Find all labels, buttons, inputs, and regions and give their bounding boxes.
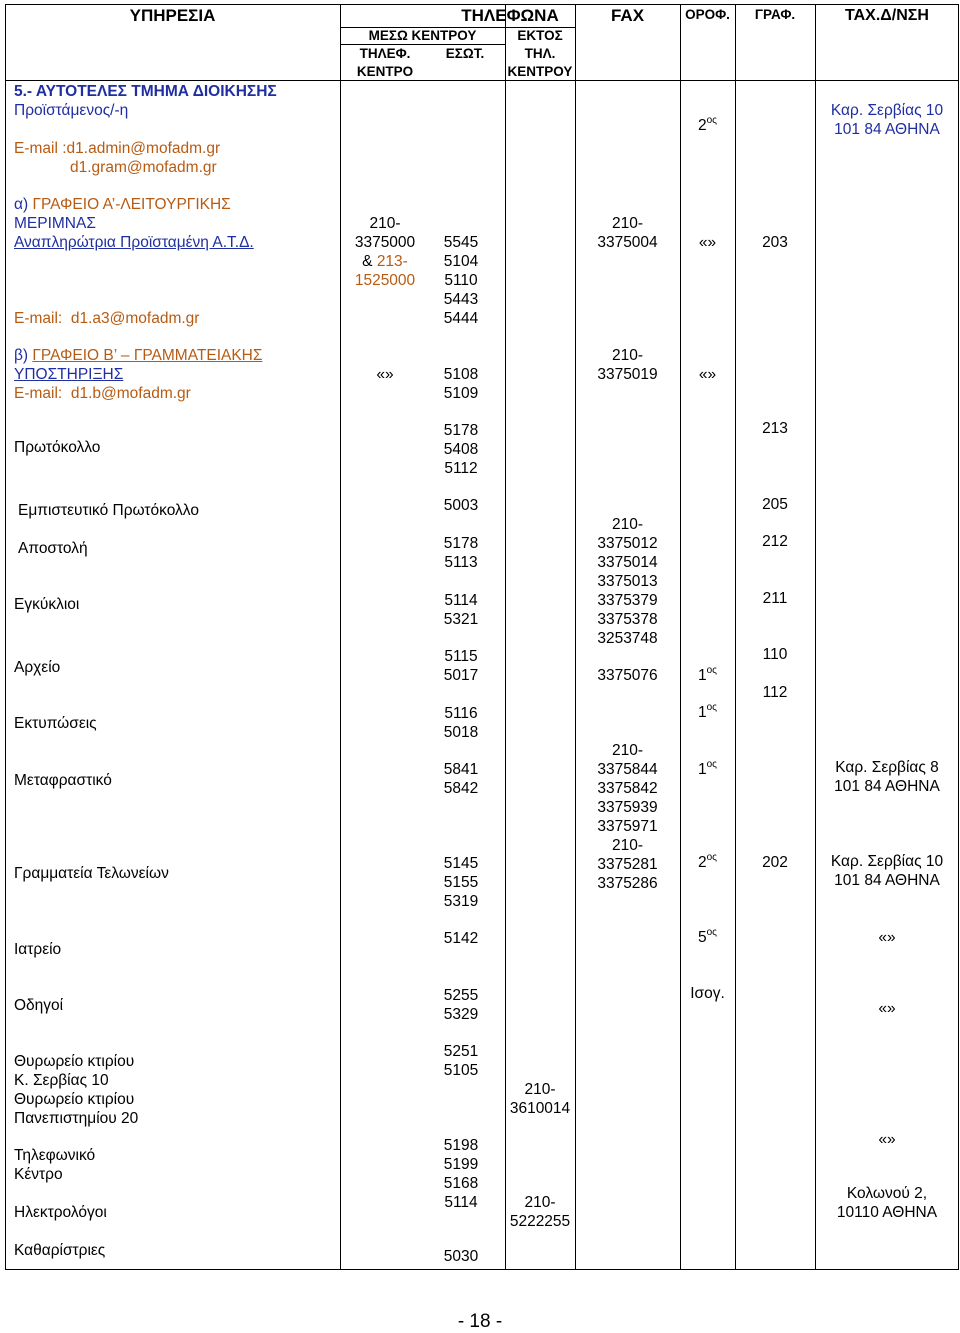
int-confidential: 5003 — [443, 497, 479, 514]
office-a-fax-1: 210- — [611, 215, 644, 232]
header-via-center: ΜΕΣΩ ΚΕΝΤΡΟΥ — [368, 28, 477, 43]
internal-ext: 5408 — [443, 441, 479, 458]
office-a-office: 203 — [762, 234, 788, 251]
internal-ext: 5841 — [443, 761, 479, 778]
fax-group-b — [575, 741, 680, 893]
office-a-phone-prefix: 213- — [376, 253, 408, 270]
label-archive: Αρχείο — [14, 659, 61, 676]
fax-number: 3375378 — [597, 611, 658, 628]
office-a-email[interactable]: d1.a3@mofadm.gr — [70, 310, 200, 327]
internal-ext: 5105 — [443, 1062, 479, 1079]
int-cleaners: 5030 — [443, 1248, 479, 1265]
office-a-name-1 — [14, 195, 231, 214]
floor-customs — [680, 853, 735, 872]
header-address: ΤΑΧ.Δ/ΝΣΗ — [845, 7, 929, 24]
internal-ext: 5168 — [443, 1175, 479, 1192]
office-a-name: ΓΡΑΦΕΙΟ Α’-ΛΕΙΤΟΥΡΓΙΚΗΣ — [32, 196, 231, 213]
doctor-label: Ιατρείο — [14, 941, 62, 958]
header-center-phone: ΤΗΛΕΦ. ΚΕΝΤΡΟ — [356, 46, 414, 79]
header-service: ΥΠΗΡΕΣΙΑ — [129, 6, 216, 25]
floor-translation — [680, 760, 735, 779]
floor-suffix: ος — [706, 759, 717, 770]
fax-number: 3375281 — [597, 856, 658, 873]
building-address-ditto: «» — [878, 1131, 896, 1148]
building-address-2: 10110 ΑΘΗΝΑ — [836, 1204, 938, 1221]
address-translation-1: Καρ. Σερβίας 8 — [835, 759, 939, 776]
office-b-fax-2: 3375019 — [597, 366, 658, 383]
internal-ext: 5114 — [444, 1194, 478, 1211]
office-b-name: ΓΡΑΦΕΙΟ Β’ – ΓΡΑΜΜΑΤΕΙΑΚΗΣ — [32, 347, 263, 364]
office-b-prefix: β) — [14, 347, 29, 364]
header-office: ΓΡΑΦ. — [754, 7, 796, 22]
fax-number: 3375842 — [597, 780, 658, 797]
building-address-1: Κολωνού 2, — [846, 1185, 928, 1202]
floor-number: 2 — [697, 117, 707, 134]
ampersand: & — [362, 253, 377, 270]
fax-number: 210- — [611, 516, 644, 533]
doorman-label: Θυρωρείο κτιρίου — [14, 1053, 135, 1070]
floor-suffix: ος — [706, 665, 717, 676]
fax-group-a — [575, 515, 680, 648]
doctor-int: 5142 — [443, 930, 479, 947]
doctor-floor — [680, 928, 735, 947]
drivers-int — [430, 986, 492, 1024]
internal-ext: 5017 — [443, 667, 479, 684]
office-a-phone-4: 1525000 — [354, 272, 416, 289]
column-divider — [735, 4, 736, 1270]
floor-suffix: ος — [706, 115, 717, 126]
office-b-email-line — [14, 384, 191, 403]
phone-prefix: 210- — [524, 1194, 556, 1211]
internal-ext: 5113 — [444, 554, 478, 571]
floor-number: 1 — [697, 667, 707, 684]
fax-number: 210- — [611, 837, 644, 854]
internal-ext: 5155 — [443, 874, 479, 891]
fax-number: 3375012 — [597, 535, 658, 552]
int-archive — [430, 647, 492, 685]
dept-address-2: 101 84 ΑΘΗΝΑ — [834, 121, 940, 138]
office-archive: 110 — [762, 646, 788, 663]
office-a-phone-1: 210- — [369, 215, 401, 232]
internal-ext: 5199 — [443, 1156, 479, 1173]
internal-ext: 5443 — [443, 291, 479, 308]
office-confidential: 205 — [762, 496, 788, 513]
fax-number: 3375013 — [597, 573, 658, 590]
office-b-phone: «» — [376, 366, 394, 383]
fax-number: 3375939 — [597, 799, 658, 816]
internal-ext: 5319 — [443, 893, 479, 910]
dept-email-2[interactable]: d1.gram@mofadm.gr — [70, 159, 217, 176]
header-rule — [5, 80, 959, 81]
office-circulars: 211 — [762, 590, 788, 607]
int-customs — [430, 854, 492, 911]
internal-ext: 5255 — [443, 987, 479, 1004]
label-translation: Μεταφραστικό — [14, 772, 112, 789]
column-divider — [340, 4, 341, 1270]
doorman-location: Κ. Σερβίας 10 — [14, 1072, 109, 1089]
label-prints: Εκτυπώσεις — [14, 715, 97, 732]
doorman-location: Πανεπιστημίου 20 — [14, 1110, 139, 1127]
office-a-name-2: ΜΕΡΙΜΝΑΣ — [14, 215, 96, 232]
floor-archive — [680, 666, 735, 685]
drivers-floor: Ισογ. — [690, 985, 725, 1002]
office-a-int — [430, 233, 492, 328]
office-a-floor: «» — [698, 234, 717, 251]
internal-ext: 5116 — [444, 705, 478, 722]
dept-email-line — [14, 139, 220, 158]
protocol-office: 213 — [762, 420, 788, 437]
email-label: E-mail : — [14, 140, 67, 157]
fax-number: 3375844 — [597, 761, 658, 778]
address-customs-2: 101 84 ΑΘΗΝΑ — [834, 872, 940, 889]
dept-email-1[interactable]: d1.admin@mofadm.gr — [66, 140, 221, 157]
floor-prints — [680, 703, 735, 722]
internal-ext: 5842 — [443, 780, 479, 797]
int-circulars — [430, 591, 492, 629]
address-translation-2: 101 84 ΑΘΗΝΑ — [834, 778, 940, 795]
label-dispatch: Αποστολή — [18, 540, 88, 557]
internal-ext: 5321 — [443, 611, 479, 628]
office-dispatch: 212 — [762, 533, 788, 550]
office-a-fax-2: 3375004 — [597, 234, 658, 251]
cleaners-label: Καθαρίστριες — [14, 1242, 106, 1259]
doorman-1 — [14, 1052, 138, 1128]
internal-ext: 5115 — [444, 648, 478, 665]
column-divider — [815, 4, 816, 1270]
internal-ext: 5198 — [443, 1137, 479, 1154]
int-translation — [430, 760, 492, 798]
dept-floor — [680, 116, 735, 135]
drivers-label: Οδηγοί — [14, 997, 64, 1014]
drivers-address: «» — [878, 1000, 896, 1017]
switchboard — [14, 1146, 95, 1184]
office-a-phone-2: 3375000 — [354, 234, 416, 251]
outside-phone-2 — [505, 1193, 575, 1231]
phone-number: 5222255 — [509, 1213, 571, 1230]
internal-ext: 5108 — [443, 366, 479, 383]
fax-number: 3253748 — [597, 630, 658, 647]
fax-number: 3375379 — [597, 592, 658, 609]
label-customs-secretariat: Γραμματεία Τελωνείων — [14, 865, 169, 882]
header-fax: FAX — [610, 6, 645, 25]
office-b-name-2: ΥΠΟΣΤΗΡΙΞΗΣ — [14, 366, 124, 383]
office-a-prefix: α) — [14, 196, 29, 213]
switchboard-label: Κέντρο — [14, 1166, 63, 1183]
internal-ext: 5018 — [443, 724, 479, 741]
phone-prefix: 210- — [524, 1081, 556, 1098]
internal-ext: 5251 — [443, 1043, 479, 1060]
internal-ext: 5444 — [443, 310, 479, 327]
office-a-phone-3 — [340, 252, 430, 271]
floor-number: 2 — [697, 854, 707, 871]
dept-title: 5.- ΑΥΤΟΤΕΛΕΣ ΤΜΗΜΑ ΔΙΟΙΚΗΣΗΣ — [14, 83, 277, 100]
email-label: E-mail: — [14, 310, 63, 327]
page-number: - 18 - — [457, 1311, 503, 1332]
internal-ext: 5104 — [443, 253, 479, 270]
int-dispatch — [430, 534, 492, 572]
fax-archive: 3375076 — [597, 667, 658, 684]
address-customs-1: Καρ. Σερβίας 10 — [830, 853, 944, 870]
header-outside: ΕΚΤΟΣ ΤΗΛ. ΚΕΝΤΡΟΥ — [507, 28, 573, 79]
office-b-int — [430, 365, 492, 403]
floor-number: 1 — [697, 761, 707, 778]
protocol-int — [430, 421, 492, 478]
int-doorman — [430, 1042, 492, 1080]
floor-number: 1 — [697, 704, 707, 721]
office-a-email-line — [14, 309, 199, 328]
header-phones: ΤΗΛΕΦΩΝΑ — [461, 6, 559, 25]
office-b-email[interactable]: d1.b@mofadm.gr — [70, 385, 191, 402]
floor-number: 5 — [697, 929, 707, 946]
doctor-address: «» — [878, 929, 896, 946]
column-divider — [680, 4, 681, 1270]
internal-ext: 5145 — [443, 855, 479, 872]
internal-ext: 5178 — [443, 535, 479, 552]
protocol-label: Πρωτόκολλο — [14, 439, 101, 456]
office-b-name-1 — [14, 346, 262, 365]
electricians-label: Ηλεκτρολόγοι — [14, 1204, 107, 1221]
internal-ext: 5112 — [444, 460, 478, 477]
dept-head: Προϊστάμενος/-η — [14, 102, 129, 119]
office-b-floor: «» — [698, 366, 717, 383]
office-prints: 112 — [762, 684, 788, 701]
fax-number: 3375014 — [597, 554, 658, 571]
fax-number: 3375971 — [597, 818, 658, 835]
floor-suffix: ος — [706, 702, 717, 713]
header-internal: ΕΣΩΤ. — [445, 46, 485, 61]
header-floor: ΟΡΟΦ. — [685, 7, 730, 22]
office-a-head: Αναπληρώτρια Προϊσταμένη Α.Τ.Δ. — [14, 234, 254, 251]
floor-suffix: ος — [706, 852, 717, 863]
internal-ext: 5109 — [443, 385, 479, 402]
label-circulars: Εγκύκλιοι — [14, 596, 80, 613]
internal-ext: 5178 — [443, 422, 479, 439]
floor-suffix: ος — [706, 927, 717, 938]
outside-phone-1 — [505, 1080, 575, 1118]
int-prints — [430, 704, 492, 742]
internal-ext: 5545 — [443, 234, 479, 251]
internal-ext: 5114 — [444, 592, 478, 609]
office-customs: 202 — [762, 854, 788, 871]
switchboard-label: Τηλεφωνικό — [14, 1147, 96, 1164]
phone-number: 3610014 — [509, 1100, 571, 1117]
office-b-fax-1: 210- — [611, 347, 644, 364]
dept-address-1: Καρ. Σερβίας 10 — [830, 102, 944, 119]
doorman-label: Θυρωρείο κτιρίου — [14, 1091, 135, 1108]
fax-number: 210- — [611, 742, 644, 759]
internal-ext: 5329 — [443, 1006, 479, 1023]
int-switchboard — [430, 1136, 492, 1212]
email-label: E-mail: — [14, 385, 63, 402]
internal-ext: 5110 — [444, 272, 478, 289]
fax-number: 3375286 — [597, 875, 658, 892]
label-confidential-protocol: Εμπιστευτικό Πρωτόκολλο — [18, 502, 199, 519]
